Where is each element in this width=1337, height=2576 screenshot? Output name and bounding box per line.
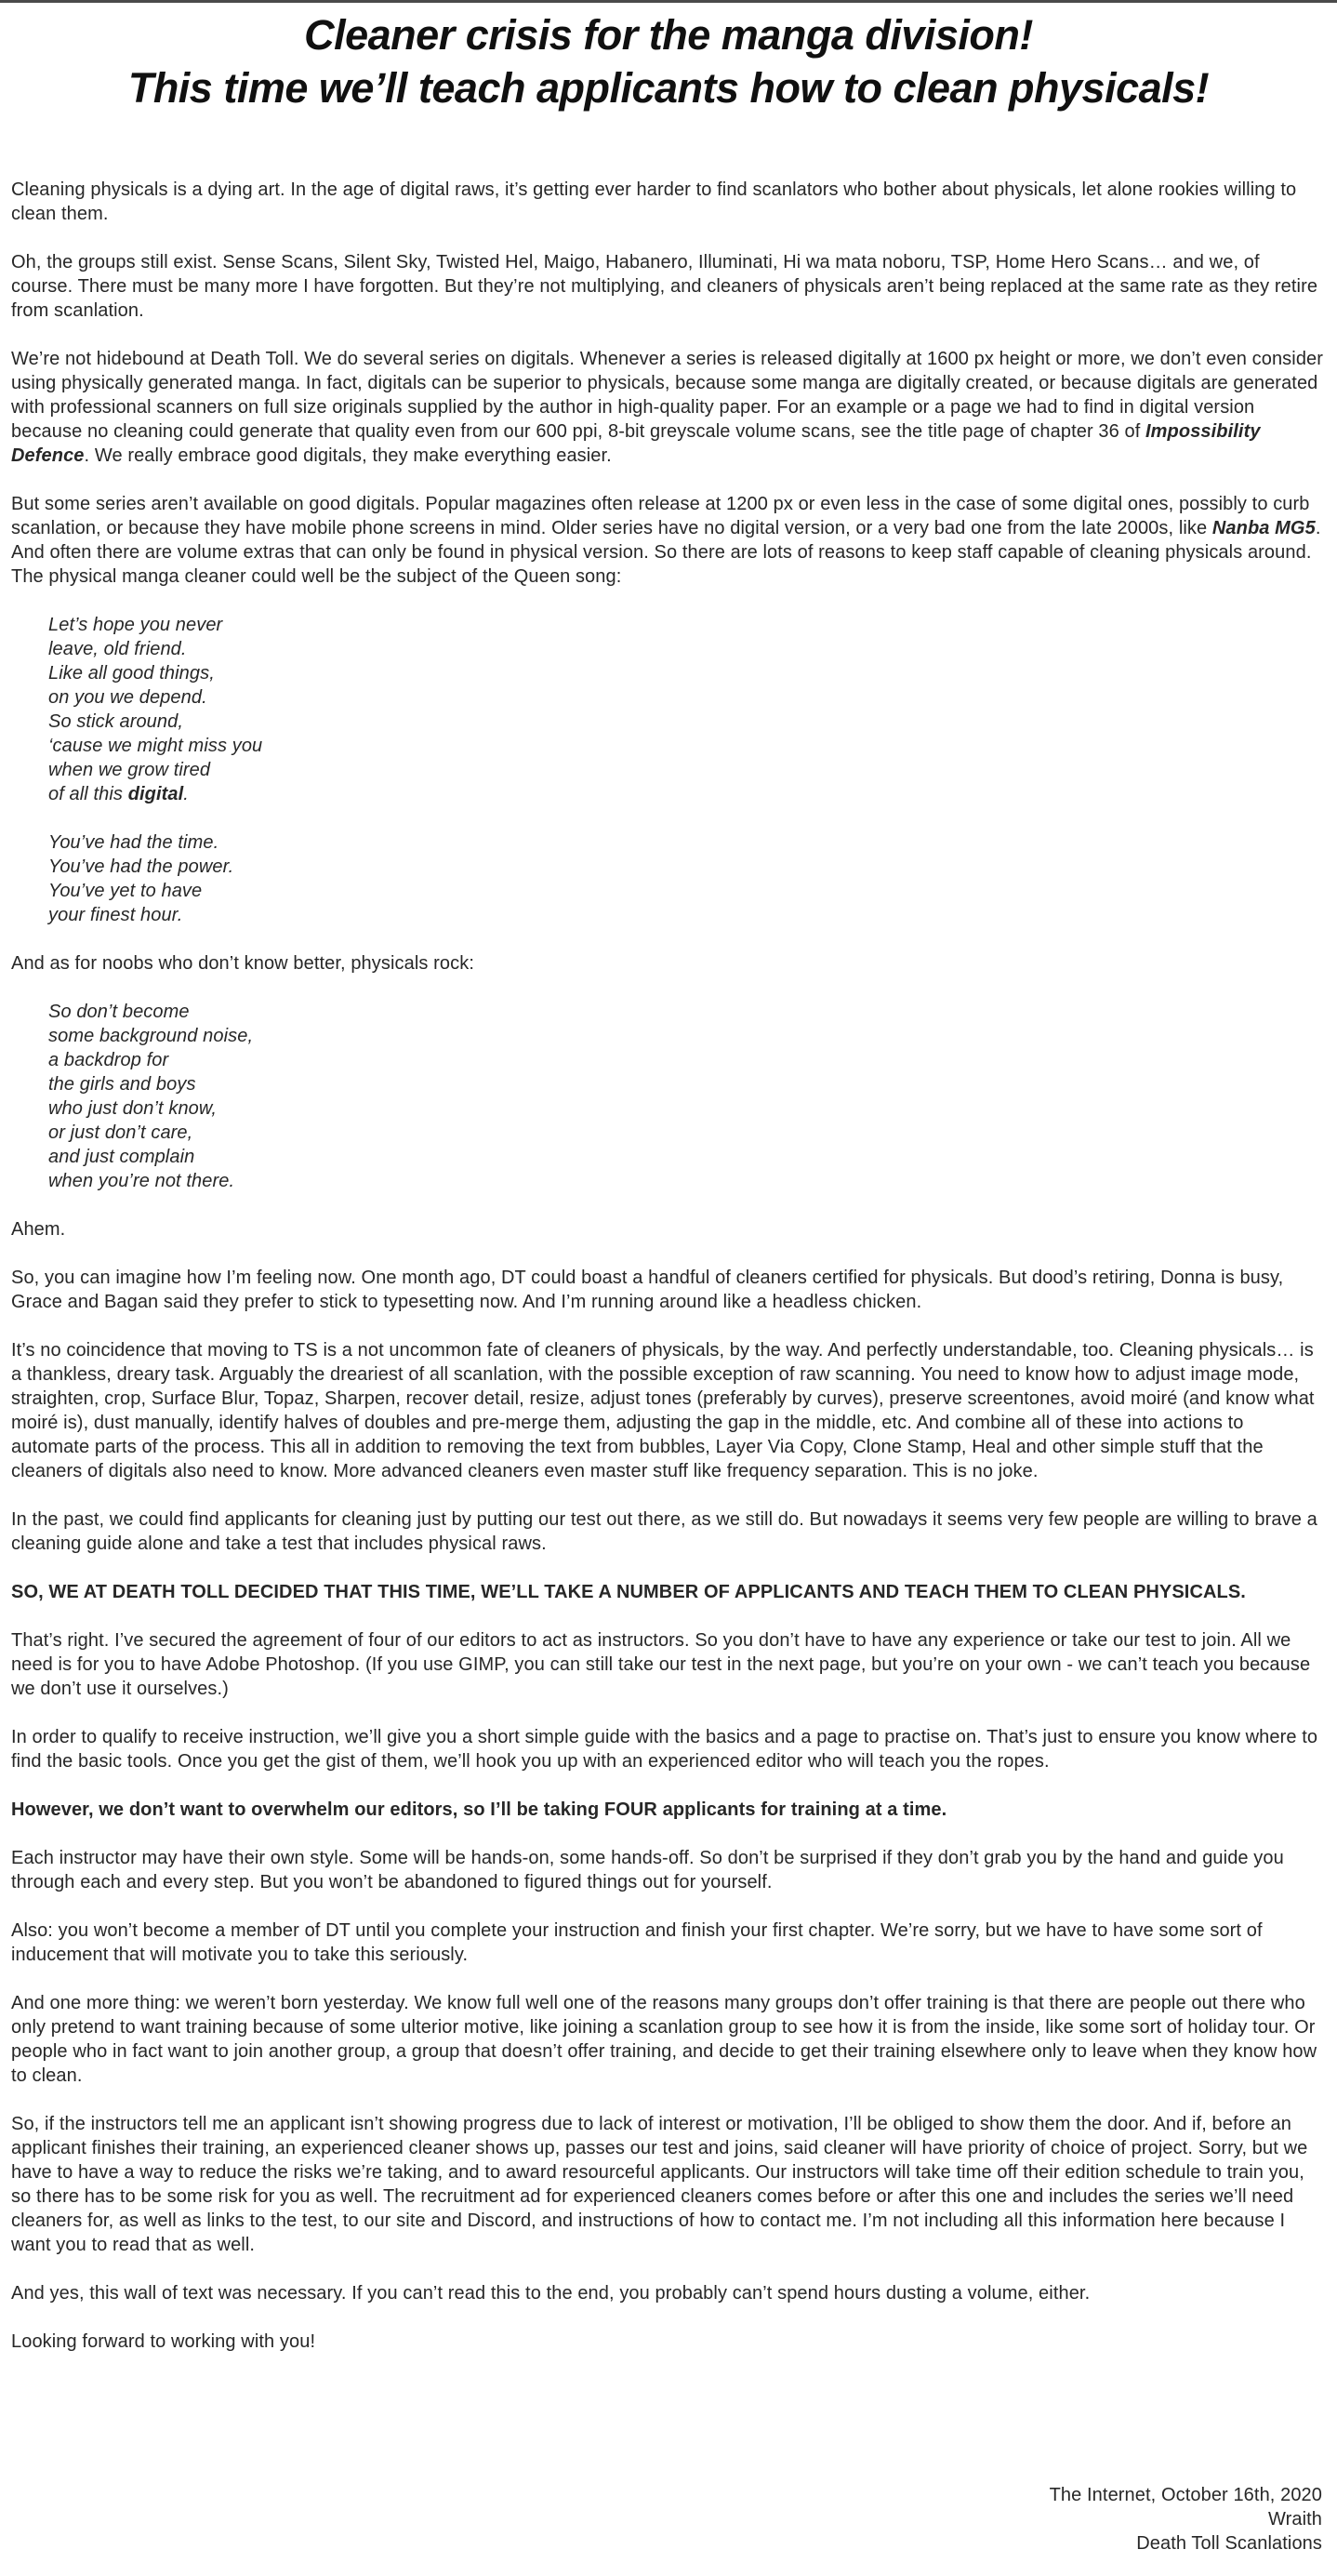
emphasis-paragraph — [11, 1580, 1326, 1604]
paragraph — [11, 250, 1326, 323]
text-run: ‘cause we might miss you — [48, 736, 263, 756]
text-run: when we grow tired — [48, 760, 211, 780]
paragraph — [11, 1628, 1326, 1701]
document-body — [0, 178, 1337, 2378]
paragraph — [11, 2330, 1326, 2354]
text-run: So, if the instructors tell me an applicant isn’t showing progress due to lack of interest or motivation, I’ll be obliged to show them the door. And if, before an applicant finishes their training, an experienced cleaner shows up, passes our test and joins, said cleaner will have priority of choice of project. Sorry, but we have to have a way to reduce the risks we’re taking, and to award resourceful applicants. Our instructors will take time off their edition schedule to train you, so there has to be some risk for you as well. The recruitment ad for experienced cleaners comes before or after this one and includes the series we’ll need cleaners for, as well as links to the test, to our site and Discord, and instructions of how to contact me. I’m not including all this information here because I want you to read that as well. — [11, 2114, 1308, 2255]
text-run: Impossibility Defence — [11, 421, 1261, 466]
text-run: Like all good things, — [48, 663, 215, 684]
paragraph — [11, 2112, 1326, 2257]
paragraph — [11, 1507, 1326, 1556]
signature — [0, 2483, 1337, 2576]
text-run: of all this — [48, 784, 128, 804]
text-run: Cleaning physicals is a dying art. In the age of digital raws, it’s getting ever harder to find scanlators who bother about physicals, let alone rookies willing to clean them. — [11, 179, 1297, 224]
text-run: You’ve had the time. — [48, 832, 219, 853]
text-run: when you’re not there. — [48, 1171, 235, 1191]
text-run: It’s no coincidence that moving to TS is a not uncommon fate of cleaners of physicals, by the way. And perfectly understandable, too. Cleaning physicals… is a thankless, dreary task. Arguably the dreariest of all scanlation, with the possible exception of raw scanning. You need to know how to adjust image mode, straighten, crop, Surface Blur, Topaz, Sharpen, recover detail, resize, adjust tones (preferably by curves), preserve screentones, avoid moiré (and know what moiré is), dust manually, identify halves of doubles and pre-merge them, adjusting the gap in the middle, etc. And combine all of these into actions to automate parts of the process. This all in addition to removing the text from bubbles, Layer Via Copy, Clone Stamp, Heal and other simple stuff that the cleaners of digitals also need to know. More advanced cleaners even master stuff like frequency separation. This is no joke. — [11, 1340, 1315, 1481]
text-run: In the past, we could find applicants for cleaning just by putting our test out there, as we still do. But nowadays it seems very few people are willing to brave a cleaning guide alone and take a test that includes physical raws. — [11, 1509, 1317, 1554]
song-quote — [11, 830, 1326, 927]
text-run: Each instructor may have their own style. Some will be hands-on, some hands-off. So don’t be surprised if they don’t grab you by the hand and guide you through each and every step. But you won’t be abandoned to figured things out for yourself. — [11, 1848, 1284, 1892]
text-run: In order to qualify to receive instruction, we’ll give you a short simple guide with the basics and a page to practise on. That’s just to ensure you know where to find the basic tools. Once you get the gist of them, we’ll hook you up with an experienced editor who will teach you the ropes. — [11, 1727, 1318, 1772]
song-quote — [11, 1000, 1326, 1193]
text-run: a backdrop for — [48, 1050, 169, 1070]
text-run: So stick around, — [48, 711, 184, 732]
text-run: who just don’t know, — [48, 1098, 217, 1119]
paragraph — [11, 1725, 1326, 1773]
text-run: Oh, the groups still exist. Sense Scans, Silent Sky, Twisted Hel, Maigo, Habanero, Illuminati, Hi wa mata noboru, TSP, Home Hero Scans… and we, of course. There must be many more I have forgotten. But they’re not multiplying, and cleaners of physicals aren’t being replaced at the same rate as they retire from scanlation. — [11, 252, 1318, 321]
paragraph — [11, 1846, 1326, 1894]
paragraph — [11, 347, 1326, 468]
text-run: However, we don’t want to overwhelm our editors, so I’ll be taking FOUR applicants for training at a time. — [11, 1799, 947, 1820]
paragraph — [11, 1217, 1326, 1242]
text-run: SO, WE AT DEATH TOLL DECIDED THAT THIS TIME, WE’LL TAKE A NUMBER OF APPLICANTS AND TEACH THEM TO CLEAN PHYSICALS. — [11, 1582, 1246, 1602]
paragraph — [11, 2281, 1326, 2305]
page-title — [0, 3, 1337, 114]
text-run: the girls and boys — [48, 1074, 196, 1095]
text-run: And yes, this wall of text was necessary. If you can’t read this to the end, you probably can’t spend hours dusting a volume, either. — [11, 2283, 1091, 2304]
text-run: So don’t become — [48, 1002, 190, 1022]
text-run: Looking forward to working with you! — [11, 2331, 316, 2352]
text-run: or just don’t care, — [48, 1122, 193, 1143]
text-run: Also: you won’t become a member of DT until you complete your instruction and finish your first chapter. We’re sorry, but we have to have some sort of inducement that will motivate you to take this seriously. — [11, 1920, 1263, 1965]
paragraph — [11, 1338, 1326, 1483]
text-run: . We really embrace good digitals, they make everything easier. — [84, 445, 612, 466]
title-line-2: This time we’ll teach applicants how to clean physicals! — [127, 64, 1210, 112]
song-quote — [11, 613, 1326, 806]
text-run: digital — [127, 784, 184, 804]
paragraph — [11, 1991, 1326, 2088]
text-run: And as for noobs who don’t know better, physicals rock: — [11, 953, 474, 974]
text-run: your finest hour. — [48, 905, 183, 925]
emphasis-paragraph — [11, 1798, 1326, 1822]
text-run: So, you can imagine how I’m feeling now. One month ago, DT could boast a handful of cleaners certified for physicals. But dood’s retiring, Donna is busy, Grace and Bagan said they prefer to stick to typesetting now. And I’m running around like a headless chicken. — [11, 1268, 1284, 1312]
paragraph — [11, 951, 1326, 976]
text-run: And one more thing: we weren’t born yesterday. We know full well one of the reasons many groups don’t offer training is that there are people out there who only pretend to want training because of some ulterior motive, like joining a scanlation group to see how it is from the inside, like some sort of holiday tour. Or people who in fact want to join another group, a group that doesn’t offer training, and decide to get their training elsewhere only to leave when they know how to clean. — [11, 1993, 1317, 2086]
text-run: some background noise, — [48, 1026, 254, 1046]
paragraph — [11, 178, 1326, 226]
signature-line-group: Death Toll Scanlations — [1136, 2533, 1322, 2554]
text-run: You’ve yet to have — [48, 881, 203, 901]
text-run: That’s right. I’ve secured the agreement of four of our editors to act as instructors. So you don’t have to have any experience or take our test to join. All we need is for you to have Adobe Photoshop. (If you use GIMP, you can still take our test in the next page, but you’re on your own - we can’t teach you because we don’t use it ourselves.) — [11, 1630, 1311, 1699]
text-run: You’ve had the power. — [48, 856, 234, 877]
text-run: . And often there are volume extras that can only be found in physical version. So there are lots of reasons to keep staff capable of cleaning physicals around. The physical manga cleaner could well be the subject of the Queen song: — [11, 518, 1321, 587]
text-run: We’re not hidebound at Death Toll. We do several series on digitals. Whenever a series is released digitally at 1600 px height or more, we don’t even consider using physically generated manga. In fact, digitals can be superior to physicals, because some manga are digitally created, or because digitals are generated with professional scanners on full size originals supplied by the author in high-quality paper. For an example or a page we had to find in digital version because no cleaning could generate that quality even from our 600 ppi, 8-bit greyscale volume scans, see the title page of chapter 36 of — [11, 349, 1324, 442]
text-run: Ahem. — [11, 1219, 66, 1240]
paragraph — [11, 492, 1326, 589]
signature-line-date: The Internet, October 16th, 2020 — [1049, 2485, 1322, 2505]
title-line-1: Cleaner crisis for the manga division! — [304, 11, 1033, 59]
paragraph — [11, 1919, 1326, 1967]
signature-line-author: Wraith — [1267, 2509, 1322, 2530]
paragraph — [11, 1266, 1326, 1314]
text-run: Nanba MG5 — [1211, 518, 1316, 538]
text-run: Let’s hope you never — [48, 615, 223, 635]
text-run: . — [183, 784, 189, 804]
text-run: But some series aren’t available on good digitals. Popular magazines often release at 1200 px or even less in the case of some digital ones, possibly to curb scanlation, or because they have mobile phone screens in mind. Older series have no digital version, or a very bad one from the late 2000s, like — [11, 494, 1310, 538]
text-run: and just complain — [48, 1147, 195, 1167]
text-run: leave, old friend. — [48, 639, 187, 659]
text-run: on you we depend. — [48, 687, 207, 708]
